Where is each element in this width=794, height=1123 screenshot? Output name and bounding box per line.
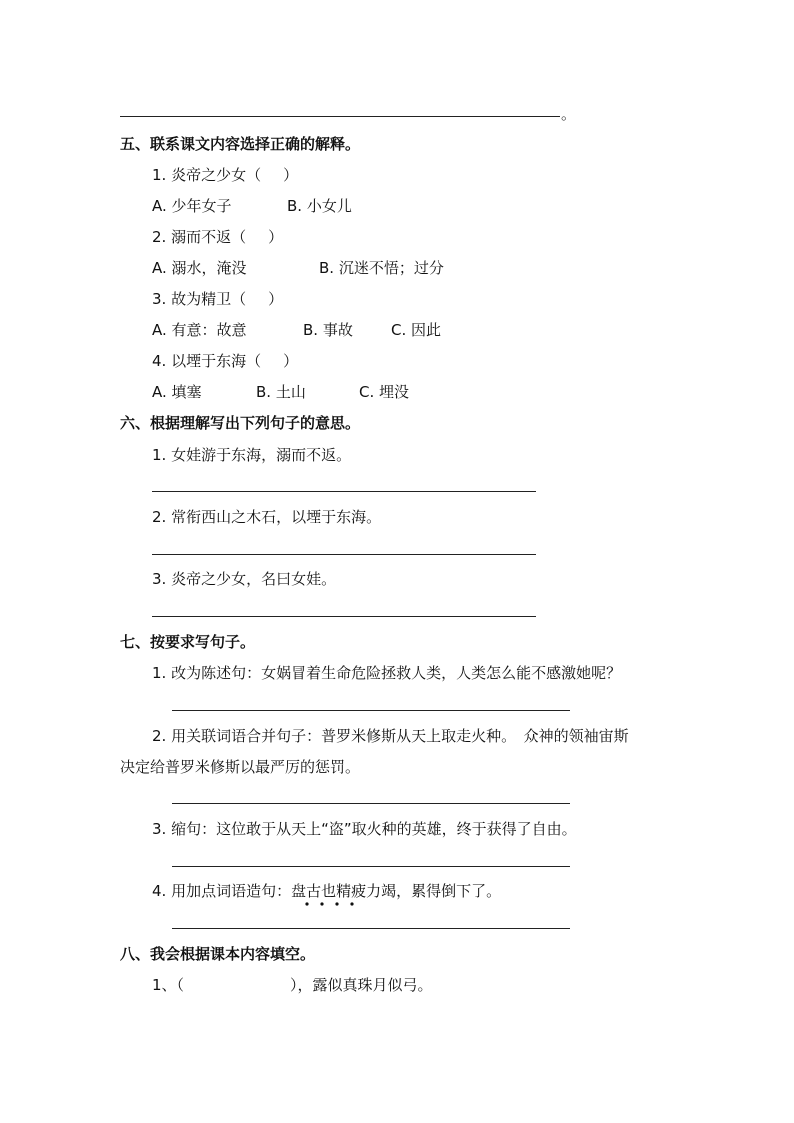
s5-q4-text: 4. 以堙于东海（ bbox=[152, 352, 262, 370]
s7-q2-line2: 决定给普罗米修斯以最严厉的惩罚。 bbox=[120, 758, 361, 776]
s5-q4-option-c: C. 埋没 bbox=[359, 383, 410, 401]
answer-line-top[interactable] bbox=[120, 116, 560, 117]
answer-line[interactable] bbox=[172, 928, 570, 929]
s6-q3: 3. 炎帝之少女，名曰女娃。 bbox=[152, 570, 337, 588]
s5-q1: 1. 炎帝之少女（ ） bbox=[152, 166, 299, 184]
s5-q2-option-a: A. 溺水，淹没 bbox=[152, 259, 247, 277]
answer-line[interactable] bbox=[152, 616, 536, 617]
s8-q1 bbox=[152, 975, 433, 995]
s5-q1-text: 1. 炎帝之少女（ bbox=[152, 166, 262, 184]
emphasis-dot bbox=[305, 902, 308, 905]
s5-q2-option-b: B. 沉迷不悟；过分 bbox=[319, 259, 444, 277]
s5-q3-option-b: B. 事故 bbox=[303, 321, 353, 339]
s5-q3-option-c: C. 因此 bbox=[391, 321, 442, 339]
s5-q1-option-b: B. 小女儿 bbox=[287, 197, 352, 215]
s6-q2: 2. 常衔西山之木石，以堙于东海。 bbox=[152, 508, 382, 526]
s7-q4: 4. 用加点词语造句：盘古也精疲力竭，累得倒下了。 bbox=[152, 882, 502, 900]
emphasis-dot bbox=[320, 902, 323, 905]
s5-q3-text: 3. 故为精卫（ bbox=[152, 290, 247, 308]
s5-q4-option-a: A. 填塞 bbox=[152, 383, 202, 401]
emphasis-dots bbox=[300, 901, 380, 907]
s7-q2-line1: 2. 用关联词语合并句子：普罗米修斯从天上取走火种。 众神的领袖宙斯 bbox=[152, 727, 629, 745]
emphasis-dot bbox=[335, 902, 338, 905]
answer-line[interactable] bbox=[172, 710, 570, 711]
s7-q3: 3. 缩句：这位敢于从天上“盗”取火种的英雄，终于获得了自由。 bbox=[152, 820, 577, 838]
s5-q2-text: 2. 溺而不返（ bbox=[152, 228, 247, 246]
s5-q4: 4. 以堙于东海（ ） bbox=[152, 352, 299, 370]
answer-line[interactable] bbox=[152, 554, 536, 555]
emphasis-dot bbox=[350, 902, 353, 905]
answer-line[interactable] bbox=[172, 803, 570, 804]
s5-q2: 2. 溺而不返（ ） bbox=[152, 228, 284, 246]
section8-title: 八、我会根据课本内容填空。 bbox=[120, 945, 316, 963]
s5-q4-option-b: B. 土山 bbox=[256, 383, 306, 401]
section5-title: 五、联系课文内容选择正确的解释。 bbox=[120, 135, 361, 153]
answer-line[interactable] bbox=[172, 866, 570, 867]
s5-q3: 3. 故为精卫（ ） bbox=[152, 290, 284, 308]
s6-q1: 1. 女娃游于东海，溺而不返。 bbox=[152, 446, 352, 464]
s7-q1: 1. 改为陈述句：女娲冒着生命危险拯救人类，人类怎么能不感激她呢？ bbox=[152, 664, 622, 682]
s8-q1-open: 1、（ bbox=[152, 976, 185, 994]
answer-line[interactable] bbox=[152, 491, 536, 492]
period: 。 bbox=[561, 105, 577, 123]
s8-q1-close: ），露似真珠月似弓。 bbox=[290, 976, 433, 994]
section7-title: 七、按要求写句子。 bbox=[120, 633, 256, 651]
section6-title: 六、根据理解写出下列句子的意思。 bbox=[120, 414, 361, 432]
s5-q1-option-a: A. 少年女子 bbox=[152, 197, 232, 215]
s5-q3-option-a: A. 有意：故意 bbox=[152, 321, 247, 339]
